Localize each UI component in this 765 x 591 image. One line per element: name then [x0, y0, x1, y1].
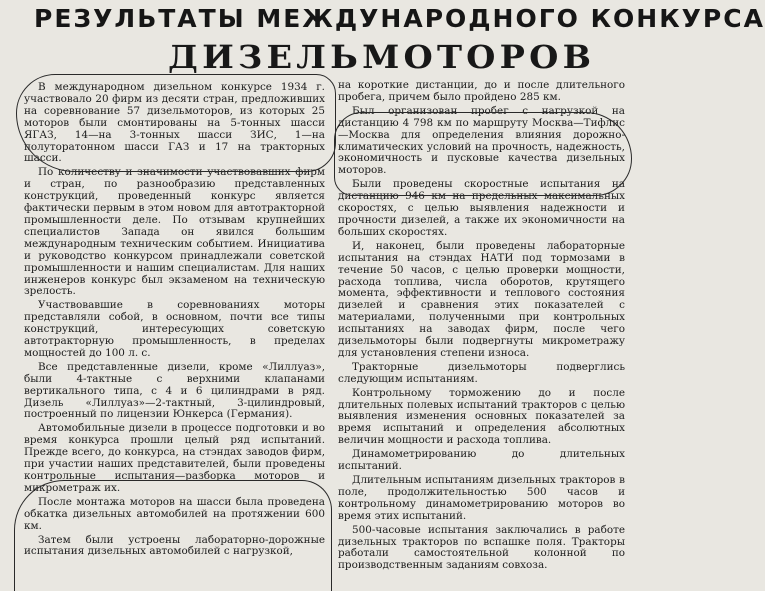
article-column-right: [338, 80, 625, 584]
paragraph: Автомобильные дизели в процессе подготовки и во время конкурса прошли целый ряд испытаний. Прежде всего, до конкурса, на стэндах заводов фирм, при участии наших представителей, были проведены контрольные испытания—разборка моторов и микрометраж их.: [24, 422, 325, 494]
paragraph: Затем были устроены лабораторно-дорожные испытания дизельных автомобилей с нагрузкой,: [24, 533, 325, 558]
headline: РЕЗУЛЬТАТЫ МЕЖДУНАРОДНОГО КОНКУРСА: [34, 4, 765, 33]
paragraph: По количеству и значимости участвовавших фирм и стран, по разнообразию представленных конструкций, проведенный конкурс является фактически первым в этом новом для автотракторной промышленности деле. По отзывам крупнейших специалистов Запада он явился большим международным техническим событием. Инициатива и руководство конкурсом принадлежали советской промышленности и нашим специалистам. Для наших инженеров конкурс был экзаменом на техническую зрелость.: [24, 166, 325, 298]
paragraph: Тракторные дизельмоторы подверглись следующим испытаниям.: [338, 360, 625, 385]
paragraph: Был организован пробег с нагрузкой на дистанцию 4 798 км по маршруту Москва—Тифлис—Москва для определения влияния дорожно-климатических условий на прочность, надежность, экономичность и пусковые качества дизельных моторов.: [338, 104, 625, 177]
paragraph: В международном дизельном конкурсе 1934 г. участвовало 20 фирм из десяти стран, предложивших на соревнование 57 дизельмоторов, из которых 25 моторов были смонтированы на 5-тонных шасси ЯГАЗ, 14—на 3-тонных шасси ЗИС, 1—на полуторатонном шасси ГАЗ и 17 на тракторных шасси.: [24, 81, 325, 165]
paragraph: на короткие дистанции, до и после длительного пробега, причем было пройдено 285 км.: [338, 79, 625, 103]
paragraph: 500-часовые испытания заключались в работе дизельных тракторов по вспашке поля. Тракторы работали самостоятельной колонной по производственным заданиям совхоза.: [338, 523, 625, 572]
subheadline: ДИЗЕЛЬМОТОРОВ: [168, 38, 596, 76]
paragraph: Все представленные дизели, кроме «Лиллуаз», были 4-тактные с верхними клапанами вертикального типа, с 4 и 6 цилиндрами в ряд. Дизель «Лиллуаз»—2-тактный, 3-цилиндровый, построенный по лицензии Юнкерса (Германия).: [24, 360, 325, 421]
paragraph: Были проведены скоростные испытания на дистанцию 946 км на предельных максимальных скоростях, с целью выявления надежности и прочности дизелей, а также их экономичности на больших скоростях.: [338, 178, 625, 238]
paragraph: После монтажа моторов на шасси была проведена обкатка дизельных автомобилей на протяжении 600 км.: [24, 495, 325, 532]
paragraph: Участвовавшие в соревнованиях моторы представляли собой, в основном, почти все типы конструкций, интересующих советскую автотракторную промышленность, в пределах мощностей до 100 л. с.: [24, 299, 325, 359]
paragraph: И, наконец, были проведены лабораторные испытания на стэндах НАТИ под тормозами в течение 50 часов, с целью проверки мощности, расхода топлива, числа оборотов, крутящего момента, эффективности и теплового состояния дизелей и сравнения этих показателей с материалами, полученными при контрольных испытаниях на заводах фирм, после чего дизельмоторы были подвергнуты микрометражу для установления степени износа.: [338, 239, 625, 359]
paragraph: Динамометрированию до длительных испытаний.: [338, 448, 625, 473]
paragraph: Длительным испытаниям дизельных тракторов в поле, продолжительностью 500 часов и контрольному динамометрированию моторов во время этих испытаний.: [338, 474, 625, 522]
paragraph: Контрольному торможению до и после длительных полевых испытаний тракторов с целью выявления изменения основных показателей за время испытаний и определения абсолютных величин мощности и расхода топлива.: [338, 386, 625, 447]
article-column-left: [24, 82, 325, 584]
